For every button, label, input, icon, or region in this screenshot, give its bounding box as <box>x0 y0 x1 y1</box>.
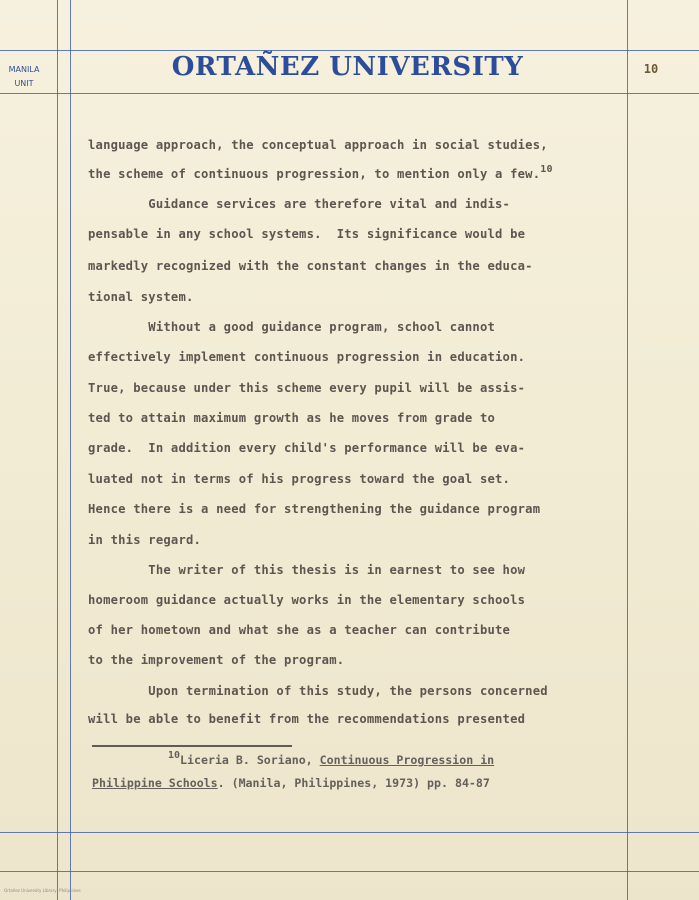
margin-rule-right <box>627 0 628 900</box>
body-line: ted to attain maximum growth as he moves from grade to <box>88 411 496 425</box>
header-rule-top <box>0 50 699 51</box>
footnote-reference: 10 <box>540 164 553 175</box>
body-line: grade. In addition every child's performance will be eva- <box>88 441 526 455</box>
body-line: True, because under this scheme every pupil will be assis- <box>88 381 526 395</box>
body-line-text: the scheme of continuous progression, to mention only a few. <box>88 167 541 181</box>
body-line: markedly recognized with the constant changes in the educa- <box>88 259 533 273</box>
footnote-separator <box>92 745 292 747</box>
body-line: Without a good guidance program, school cannot <box>88 320 496 334</box>
footnote-marker: 10 <box>168 750 181 761</box>
footnote-author: Liceria B. Soriano, <box>180 753 320 767</box>
margin-rule-left <box>57 0 58 900</box>
footnote-title-part2: Philippine Schools <box>92 776 218 790</box>
body-line <box>88 164 553 181</box>
footnote-rest: . (Manila, Philippines, 1973) pp. 84-87 <box>217 776 490 790</box>
footnote-line-1 <box>168 750 495 767</box>
body-line: luated not in terms of his progress toward the goal set. <box>88 472 511 486</box>
body-line: homeroom guidance actually works in the elementary schools <box>88 593 526 607</box>
body-line: The writer of this thesis is in earnest to see how <box>88 563 526 577</box>
body-line: tional system. <box>88 290 194 304</box>
margin-rule-inner <box>70 0 71 900</box>
header-rule-bottom <box>0 93 699 94</box>
university-title: ORTAÑEZ UNIVERSITY <box>171 52 524 82</box>
page-number: 10 <box>643 62 659 76</box>
body-line: pensable in any school systems. Its significance would be <box>88 227 526 241</box>
body-line: Upon termination of this study, the persons concerned <box>88 684 548 698</box>
body-line: effectively implement continuous progression in education. <box>88 350 526 364</box>
footnote-title-part1: Continuous Progression in <box>319 753 495 767</box>
footer-rule-top <box>0 832 699 833</box>
body-line: of her hometown and what she as a teacher can contribute <box>88 623 511 637</box>
archive-footer-note: Ortañez University Library, Philippines <box>4 888 81 893</box>
body-line: Guidance services are therefore vital and indis- <box>88 197 511 211</box>
footer-rule-bottom <box>0 871 699 872</box>
unit-line-2: UNIT <box>14 79 34 88</box>
body-line: will be able to benefit from the recommendations presented <box>88 712 526 726</box>
footnote-line-2 <box>92 776 490 790</box>
body-line: in this regard. <box>88 533 202 547</box>
body-line: Hence there is a need for strengthening the guidance program <box>88 502 541 516</box>
body-line: to the improvement of the program. <box>88 653 345 667</box>
campus-unit-label <box>4 63 44 91</box>
body-line: language approach, the conceptual approach in social studies, <box>88 138 548 152</box>
unit-line-1: MANILA <box>8 65 40 74</box>
